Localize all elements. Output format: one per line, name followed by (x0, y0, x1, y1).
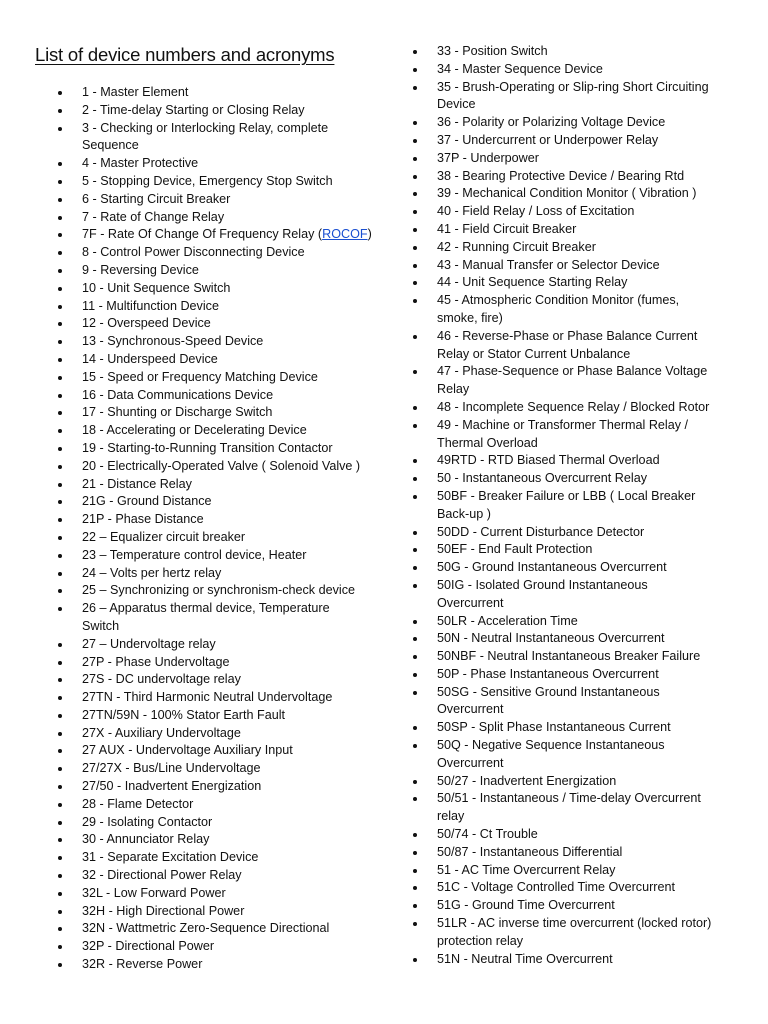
list-item-text: 43 - Manual Transfer or Selector Device (437, 257, 660, 272)
list-item-text: 5 - Stopping Device, Emergency Stop Switch (82, 173, 333, 188)
list-item (410, 185, 755, 203)
list-item (55, 600, 395, 636)
list-item-text: 50NBF - Neutral Instantaneous Breaker Failure (437, 649, 701, 664)
list-item-text: 50SG - Sensitive Ground Instantaneous (437, 684, 660, 699)
list-item-text: 32 - Directional Power Relay (82, 868, 242, 883)
list-item (410, 951, 755, 969)
list-item-text-continued: Overcurrent (437, 755, 504, 770)
list-item (55, 102, 395, 120)
page-title: List of device numbers and acronyms (35, 44, 335, 65)
list-item (410, 862, 755, 880)
list-item (410, 773, 755, 791)
list-item (55, 84, 395, 102)
list-item (410, 737, 755, 773)
list-item-text: 16 - Data Communications Device (82, 387, 274, 402)
list-item (55, 458, 395, 476)
list-item-text: 51G - Ground Time Overcurrent (437, 898, 615, 913)
list-item (410, 61, 755, 79)
list-item (55, 671, 395, 689)
list-item (55, 511, 395, 529)
list-item (55, 582, 395, 600)
list-item (410, 630, 755, 648)
list-item (55, 956, 395, 974)
list-item-text: 7F - Rate Of Change Of Frequency Relay ( (82, 227, 323, 242)
list-item (410, 221, 755, 239)
list-item-text: 31 - Separate Excitation Device (82, 850, 259, 865)
list-item-text: 50 - Instantaneous Overcurrent Relay (437, 471, 648, 486)
list-item (410, 577, 755, 613)
list-item-text-continued: Thermal Overload (437, 435, 538, 450)
list-item-text: 46 - Reverse-Phase or Phase Balance Current (437, 328, 698, 343)
list-item (55, 369, 395, 387)
list-item-text: 27 AUX - Undervoltage Auxiliary Input (82, 743, 293, 758)
list-item (410, 684, 755, 720)
list-item-text: 32H - High Directional Power (82, 903, 245, 918)
list-item (55, 226, 395, 244)
list-item-text: 27P - Phase Undervoltage (82, 654, 230, 669)
list-item-text: 30 - Annunciator Relay (82, 832, 210, 847)
list-item-text: 29 - Isolating Contactor (82, 814, 213, 829)
list-item-text: 1 - Master Element (82, 85, 189, 99)
list-item-text: 18 - Accelerating or Decelerating Device (82, 423, 307, 438)
list-item (55, 867, 395, 885)
list-item-text-continued: protection relay (437, 933, 524, 948)
list-item (410, 826, 755, 844)
list-item (55, 920, 395, 938)
list-item-text: 21 - Distance Relay (82, 476, 192, 491)
list-item-text: 37 - Undercurrent or Underpower Relay (437, 132, 659, 147)
list-item-text: 23 – Temperature control device, Heater (82, 547, 307, 562)
list-item (55, 707, 395, 725)
list-item (410, 897, 755, 915)
list-item-text: 50P - Phase Instantaneous Overcurrent (437, 666, 659, 681)
list-item-text: 2 - Time-delay Starting or Closing Relay (82, 102, 305, 117)
list-item-text: 50G - Ground Instantaneous Overcurrent (437, 560, 667, 575)
list-item-text: 45 - Atmospheric Condition Monitor (fumes, (437, 293, 680, 308)
list-item-text: 38 - Bearing Protective Device / Bearing Rtd (437, 168, 685, 183)
list-item (55, 849, 395, 867)
list-item (55, 636, 395, 654)
list-item (55, 120, 395, 156)
list-item-text: 14 - Underspeed Device (82, 351, 218, 366)
list-item (55, 476, 395, 494)
list-item-text-continued: Device (437, 97, 476, 112)
list-item-text: 24 – Volts per hertz relay (82, 565, 222, 580)
list-item (410, 666, 755, 684)
list-item-text: 27 – Undervoltage relay (82, 636, 216, 651)
list-item-text-continued: Overcurrent (437, 595, 504, 610)
list-item-text: 37P - Underpower (437, 150, 539, 165)
list-item-text: 39 - Mechanical Condition Monitor ( Vibration ) (437, 186, 697, 201)
list-item (55, 404, 395, 422)
list-item (410, 470, 755, 488)
list-item-text: 48 - Incomplete Sequence Relay / Blocked Rotor (437, 399, 710, 414)
list-item-text: 19 - Starting-to-Running Transition Contactor (82, 440, 333, 455)
list-item-text: 21P - Phase Distance (82, 512, 204, 527)
list-item-text-continued: Overcurrent (437, 702, 504, 717)
list-item-text: 50IG - Isolated Ground Instantaneous (437, 577, 648, 592)
list-item (55, 885, 395, 903)
list-item (55, 742, 395, 760)
list-item-text-continued: Back-up ) (437, 506, 491, 521)
list-item-text: 49RTD - RTD Biased Thermal Overload (437, 453, 660, 468)
list-item-text: 51LR - AC inverse time overcurrent (locked rotor) (437, 916, 712, 931)
list-item-text: 50N - Neutral Instantaneous Overcurrent (437, 631, 665, 646)
list-item (410, 79, 755, 115)
list-item (410, 399, 755, 417)
list-item-text-continued: relay (437, 809, 465, 824)
list-item-text: 6 - Starting Circuit Breaker (82, 191, 231, 206)
list-item-text: 34 - Master Sequence Device (437, 61, 603, 76)
list-item (55, 654, 395, 672)
device-list-right (410, 43, 755, 968)
list-item-text-continued: Relay or Stator Current Unbalance (437, 346, 631, 361)
list-item-text: 51 - AC Time Overcurrent Relay (437, 862, 616, 877)
list-item (410, 452, 755, 470)
list-item (55, 529, 395, 547)
list-item (55, 244, 395, 262)
list-item (55, 760, 395, 778)
list-item (410, 915, 755, 951)
list-item (55, 778, 395, 796)
list-item (55, 298, 395, 316)
list-item (55, 155, 395, 173)
list-item-text: 50DD - Current Disturbance Detector (437, 524, 645, 539)
list-item (410, 203, 755, 221)
list-item-text: 50BF - Breaker Failure or LBB ( Local Breaker (437, 488, 696, 503)
list-item (55, 814, 395, 832)
list-item (410, 541, 755, 559)
device-list-left (55, 84, 395, 974)
list-item (410, 114, 755, 132)
list-item-text: 3 - Checking or Interlocking Relay, complete (82, 120, 329, 135)
list-item-text: 50LR - Acceleration Time (437, 613, 578, 628)
list-item (55, 565, 395, 583)
list-item (410, 168, 755, 186)
list-item-text: 8 - Control Power Disconnecting Device (82, 245, 305, 260)
list-item-text: 9 - Reversing Device (82, 262, 199, 277)
list-item-text: 27/27X - Bus/Line Undervoltage (82, 761, 261, 776)
list-item (410, 719, 755, 737)
list-item (410, 239, 755, 257)
list-item-text: 51N - Neutral Time Overcurrent (437, 951, 613, 966)
list-item-text: 12 - Overspeed Device (82, 316, 211, 331)
list-item (410, 613, 755, 631)
list-item (55, 725, 395, 743)
list-item (55, 191, 395, 209)
list-item-text: 27TN - Third Harmonic Neutral Undervoltage (82, 690, 333, 705)
list-item-text: 51C - Voltage Controlled Time Overcurrent (437, 880, 675, 895)
list-item (55, 351, 395, 369)
list-item-text: 50EF - End Fault Protection (437, 542, 593, 557)
list-item (55, 280, 395, 298)
list-item-text: 7 - Rate of Change Relay (82, 209, 225, 224)
list-item (410, 648, 755, 666)
list-item (410, 417, 755, 453)
list-item-text: 33 - Position Switch (437, 44, 548, 58)
list-item (410, 488, 755, 524)
list-item-text: 27TN/59N - 100% Stator Earth Fault (82, 707, 285, 722)
list-item-text: 50/51 - Instantaneous / Time-delay Overcurrent (437, 791, 701, 806)
list-item (410, 559, 755, 577)
rocof-link[interactable]: ROCOF (322, 227, 368, 242)
list-item-text: 27/50 - Inadvertent Energization (82, 779, 262, 794)
list-item (55, 440, 395, 458)
list-item-text-continued: Relay (437, 382, 470, 397)
list-item-text-continued: ) (367, 227, 372, 242)
list-item-text-continued: Switch (82, 618, 120, 633)
list-item (55, 173, 395, 191)
list-item-text: 13 - Synchronous-Speed Device (82, 334, 264, 349)
list-item (410, 274, 755, 292)
list-item-text: 21G - Ground Distance (82, 494, 212, 509)
list-item (410, 844, 755, 862)
list-item-text: 17 - Shunting or Discharge Switch (82, 405, 273, 420)
list-item-text: 50/27 - Inadvertent Energization (437, 773, 617, 788)
list-item (55, 315, 395, 333)
list-item-text: 32N - Wattmetric Zero-Sequence Directional (82, 921, 330, 936)
list-item-text: 41 - Field Circuit Breaker (437, 221, 577, 236)
list-item (410, 150, 755, 168)
list-item-text: 50/87 - Instantaneous Differential (437, 844, 623, 859)
list-item-text: 26 – Apparatus thermal device, Temperature (82, 601, 330, 616)
list-item (410, 524, 755, 542)
list-item (55, 689, 395, 707)
list-item-text: 22 – Equalizer circuit breaker (82, 529, 246, 544)
list-item (55, 493, 395, 511)
list-item (410, 292, 755, 328)
list-item-text: 27S - DC undervoltage relay (82, 672, 241, 687)
list-item-text: 27X - Auxiliary Undervoltage (82, 725, 241, 740)
list-item-text-continued: Sequence (82, 138, 139, 153)
list-item-text: 42 - Running Circuit Breaker (437, 239, 596, 254)
list-item-text: 28 - Flame Detector (82, 796, 194, 811)
list-item (410, 328, 755, 364)
list-item (55, 796, 395, 814)
list-item-text: 50Q - Negative Sequence Instantaneous (437, 738, 665, 753)
list-item-text: 40 - Field Relay / Loss of Excitation (437, 204, 635, 219)
list-item-text: 32R - Reverse Power (82, 957, 203, 972)
list-item-text: 32L - Low Forward Power (82, 885, 226, 900)
list-item-text: 47 - Phase-Sequence or Phase Balance Voltage (437, 364, 708, 379)
list-item (55, 547, 395, 565)
list-item (410, 257, 755, 275)
list-item (55, 262, 395, 280)
list-item-text: 50/74 - Ct Trouble (437, 827, 538, 842)
list-item (410, 879, 755, 897)
list-item (410, 790, 755, 826)
list-item-text: 44 - Unit Sequence Starting Relay (437, 275, 628, 290)
list-item (55, 387, 395, 405)
list-item (55, 903, 395, 921)
list-item (55, 938, 395, 956)
list-item-text: 25 – Synchronizing or synchronism-check device (82, 583, 355, 598)
list-item (55, 333, 395, 351)
list-item-text: 15 - Speed or Frequency Matching Device (82, 369, 318, 384)
list-item-text: 10 - Unit Sequence Switch (82, 280, 231, 295)
list-item-text: 36 - Polarity or Polarizing Voltage Device (437, 115, 666, 130)
list-item (55, 831, 395, 849)
list-item-text-continued: smoke, fire) (437, 310, 503, 325)
list-item (55, 422, 395, 440)
list-item-text: 11 - Multifunction Device (82, 298, 219, 313)
list-item-text: 32P - Directional Power (82, 939, 215, 954)
list-item (55, 209, 395, 227)
list-item (410, 43, 755, 61)
list-item (410, 132, 755, 150)
list-item-text: 20 - Electrically-Operated Valve ( Solenoid Valve ) (82, 458, 361, 473)
list-item-text: 49 - Machine or Transformer Thermal Relay / (437, 417, 689, 432)
list-item-text: 50SP - Split Phase Instantaneous Current (437, 720, 671, 735)
list-item (410, 363, 755, 399)
list-item-text: 4 - Master Protective (82, 156, 199, 171)
list-item-text: 35 - Brush-Operating or Slip-ring Short Circuiting (437, 79, 709, 94)
